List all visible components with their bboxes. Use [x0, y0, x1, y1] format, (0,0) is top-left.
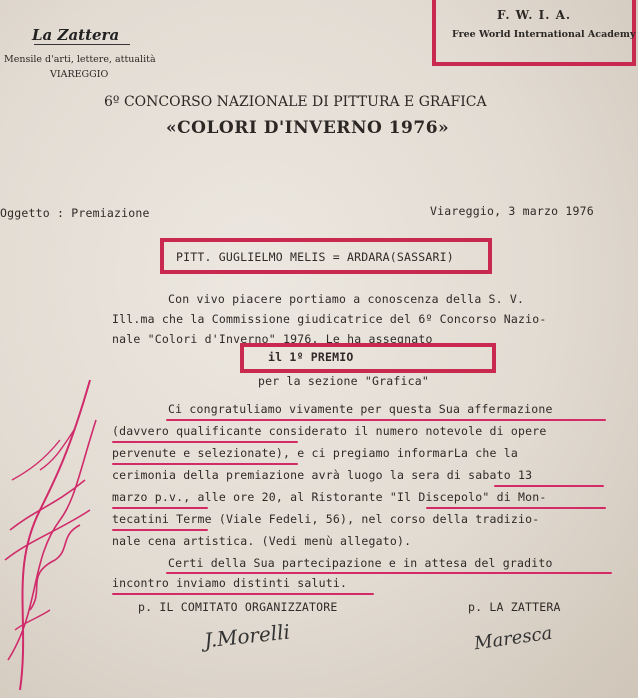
prize-section: per la sezione "Grafica"	[258, 374, 429, 388]
committee-signature: J.Morelli	[202, 619, 291, 653]
recipient: PITT. GUGLIELMO MELIS = ARDARA(SASSARI)	[176, 250, 454, 264]
paragraph-line: incontro inviamo distinti saluti.	[112, 576, 348, 590]
paragraph-line: Ci congratuliamo vivamente per questa Sua affermazione	[168, 402, 553, 416]
magazine-city: VIAREGGIO	[50, 69, 109, 80]
academy-subtitle: Free World International Academy	[452, 29, 636, 40]
academy-title: F. W. I. A.	[497, 8, 572, 22]
paragraph-line: nale "Colori d'Inverno" 1976, Le ha assegnato	[112, 332, 433, 346]
logo-underline	[34, 44, 130, 45]
handwritten-signature-mark	[0, 360, 110, 698]
highlight-underline	[166, 419, 606, 421]
paragraph-line: cerimonia della premiazione avrà luogo la sera di sabato 13	[112, 468, 533, 482]
paragraph-line: nale cena artistica. (Vedi menù allegato).	[112, 534, 412, 548]
paragraph-line: tecatini Terme (Viale Fedeli, 56), nel corso della tradizio-	[112, 512, 540, 526]
highlight-underline	[166, 572, 612, 574]
contest-title: «COLORI D'INVERNO 1976»	[166, 118, 450, 138]
paragraph-line: pervenute e selezionate), e ci pregiamo informarLa che la	[112, 446, 519, 460]
zattera-signature: Maresca	[472, 622, 554, 655]
contest-heading: 6º CONCORSO NAZIONALE DI PITTURA E GRAFICA	[104, 94, 487, 110]
paragraph-line: Con vivo piacere portiamo a conoscenza della S. V.	[168, 292, 525, 306]
paragraph-line: marzo p.v., alle ore 20, al Ristorante "Il Discepolo" di Mon-	[112, 490, 547, 504]
magazine-subtitle: Mensile d'arti, lettere, attualità	[4, 54, 156, 65]
prize: il 1º PREMIO	[268, 350, 354, 364]
highlight-underline	[112, 593, 374, 595]
committee-signatory: p. IL COMITATO ORGANIZZATORE	[138, 600, 338, 614]
highlight-underline	[426, 507, 606, 509]
highlight-underline	[112, 529, 208, 531]
paragraph-line: (davvero qualificante considerato il numero notevole di opere	[112, 424, 547, 438]
letter-subject: Oggetto : Premiazione	[0, 206, 150, 220]
paragraph-line: Ill.ma che la Commissione giudicatrice del 6º Concorso Nazio-	[112, 312, 547, 326]
letter-date: Viareggio, 3 marzo 1976	[430, 204, 594, 218]
highlight-underline	[112, 441, 298, 443]
highlight-underline	[494, 485, 604, 487]
highlight-underline	[112, 507, 208, 509]
highlight-underline	[112, 463, 298, 465]
magazine-logo: La Zattera	[32, 26, 120, 44]
paragraph-line: Certi della Sua partecipazione e in attesa del gradito	[168, 556, 553, 570]
zattera-signatory: p. LA ZATTERA	[468, 600, 561, 614]
